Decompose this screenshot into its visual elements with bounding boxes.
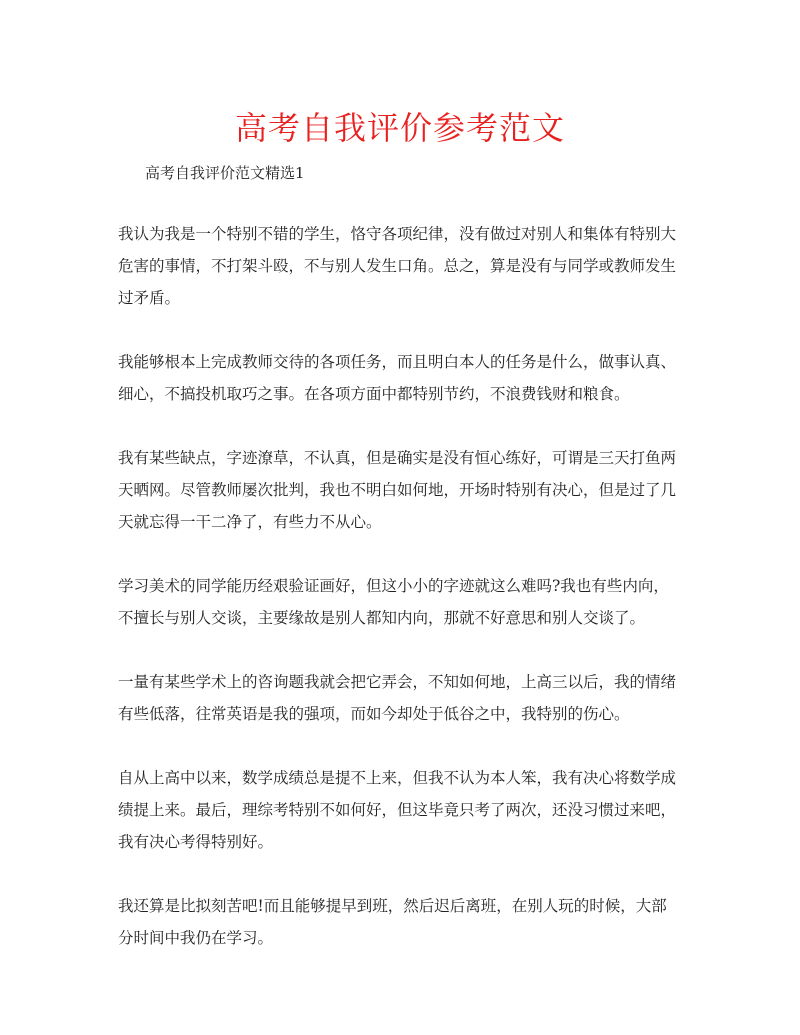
section-subtitle: 高考自我评价范文精选1 [145,164,305,182]
page-title: 高考自我评价参考范文 [234,109,565,147]
text-line: 绩提上来。最后，理综考特别不如何好，但这毕竟只考了两次，还没习惯过来吧， [118,801,677,819]
text-line: 我有某些缺点，字迹潦草，不认真，但是确实是没有恒心练好，可谓是三天打鱼两 [118,449,677,467]
text-line: 我还算是比拟刻苦吧!而且能够提早到班，然后迟后离班，在别人玩的时候，大部 [118,897,667,915]
text-line: 一量有某些学术上的咨询题我就会把它弄会，不知如何地，上高三以后，我的情绪 [118,673,677,691]
text-line: 细心，不搞投机取巧之事。在各项方面中都特别节约，不浪费钱财和粮食。 [118,385,630,403]
paragraph-3 [118,442,684,538]
text-line: 危害的事情，不打架斗殴，不与别人发生口角。总之，算是没有与同学或教师发生 [118,257,677,275]
text-line: 我认为我是一个特别不错的学生，恪守各项纪律，没有做过对别人和集体有特别大 [118,225,677,243]
text-line: 天就忘得一干二净了，有些力不从心。 [118,513,382,531]
document-body [118,218,684,986]
paragraph-6 [118,762,684,858]
paragraph-7 [118,890,684,954]
text-line: 过矛盾。 [118,289,181,307]
text-line: 天晒网。尽管教师屡次批判，我也不明白如何地，开场时特别有决心，但是过了几 [118,481,677,499]
text-line: 不擅长与别人交谈，主要缘故是别人都知内向，那就不好意思和别人交谈了。 [118,609,646,627]
text-line: 我有决心考得特别好。 [118,833,274,851]
paragraph-4 [118,570,684,634]
paragraph-5 [118,666,684,730]
paragraph-2 [118,346,684,410]
text-line: 分时间中我仍在学习。 [118,929,274,947]
paragraph-1 [118,218,684,314]
text-line: 我能够根本上完成教师交待的各项任务，而且明白本人的任务是什么，做事认真、 [118,353,677,371]
text-line: 自从上高中以来，数学成绩总是提不上来，但我不认为本人笨，我有决心将数学成 [118,769,677,787]
text-line: 学习美术的同学能历经艰验证画好，但这小小的字迹就这么难吗?我也有些内向， [118,577,669,595]
text-line: 有些低落，往常英语是我的强项，而如今却处于低谷之中，我特别的伤心。 [118,705,630,723]
